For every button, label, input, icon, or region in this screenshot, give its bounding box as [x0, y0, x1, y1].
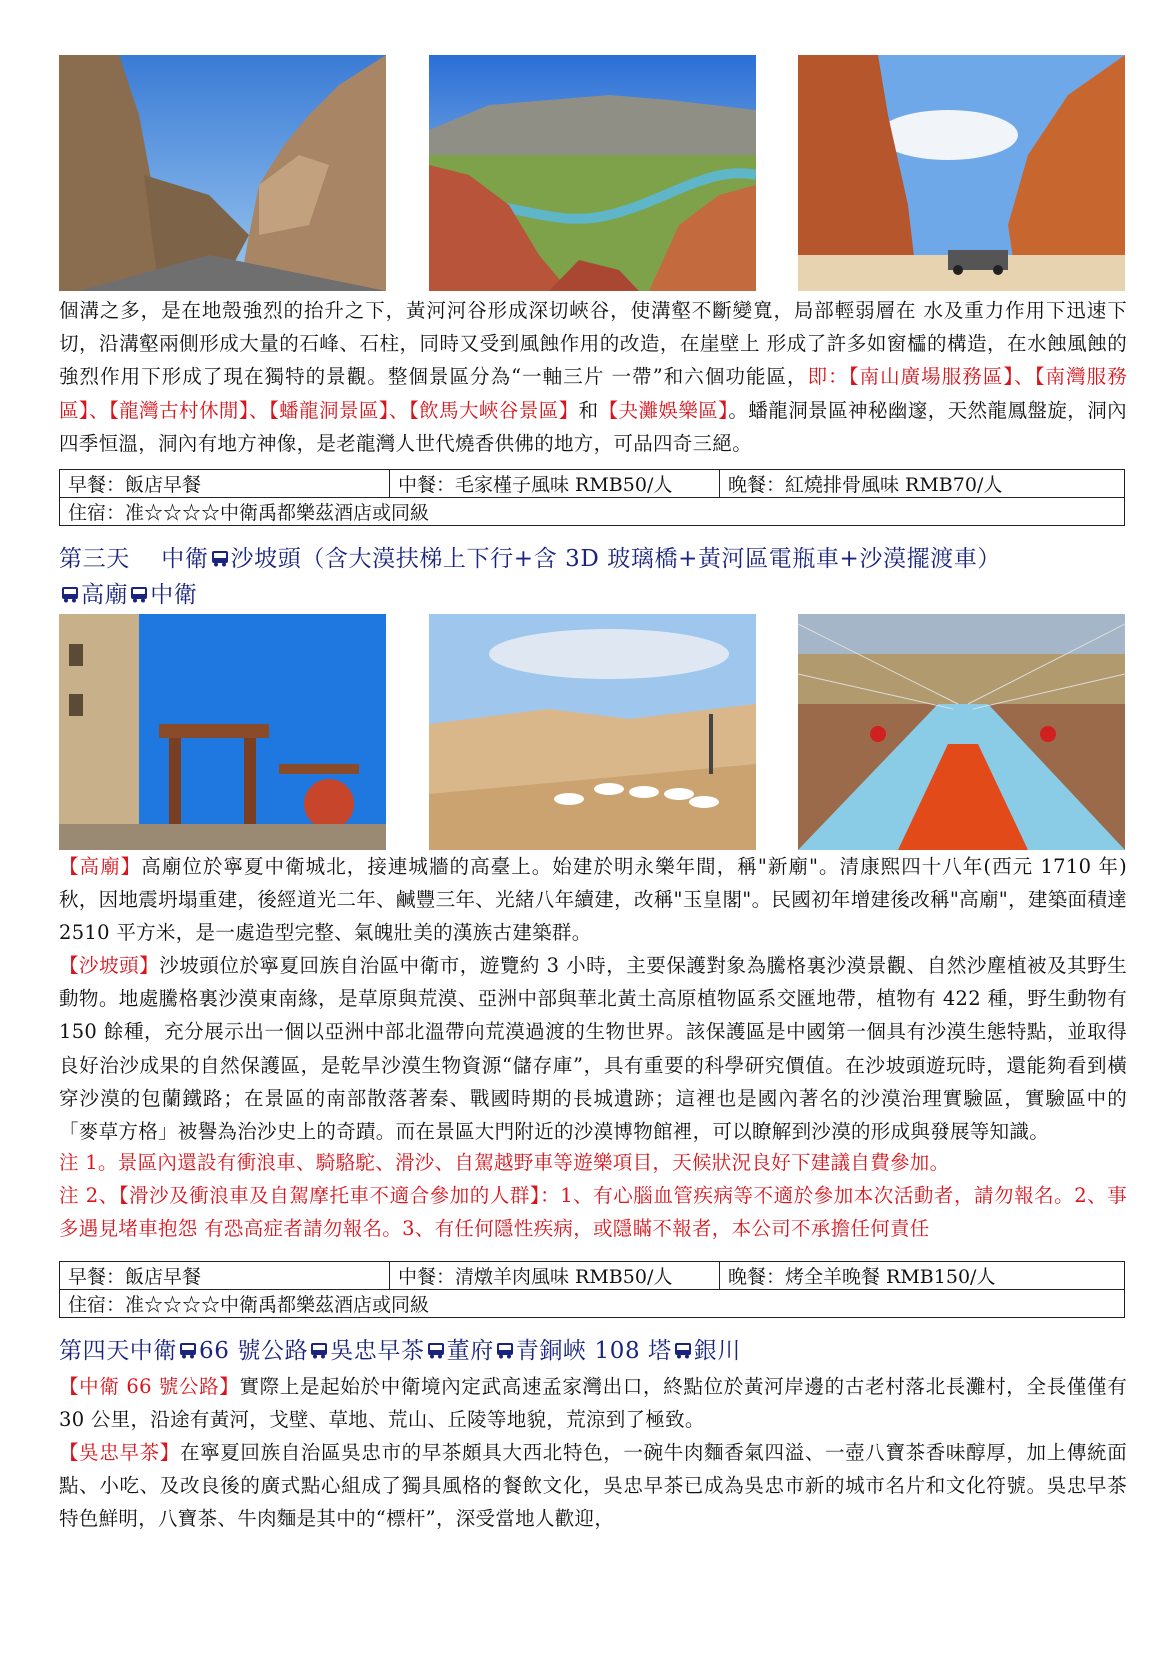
- day2-meal-row: [60, 470, 1125, 498]
- bus-icon: [427, 1342, 445, 1359]
- gaomiao-text: 高廟位於寧夏中衛城北，接連城牆的高臺上。始建於明永樂年間，稱"新廟"。清康熙四十八年(西元 1710 年)秋，因地震坍塌重建，後經道光二年、鹹豐三年、光緒八年續建，改稱"玉皇閣"。民國初年增建後改稱"高廟"，建築面積達 2510 平方米，是一處造型完整、氣魄壯美的漢族古建築群。: [59, 855, 1127, 945]
- day2-function-zone-last: 【夬灘娛樂區】: [598, 398, 729, 422]
- day3-hotel: 住宿：准☆☆☆☆中衛禹都樂茲酒店或同級: [60, 1290, 1125, 1318]
- day2-dinner: 晚餐：紅燒排骨風味 RMB70/人: [720, 470, 1125, 498]
- bus-icon: [130, 586, 148, 603]
- bus-icon: [310, 1342, 328, 1359]
- road66-label: 【中衛 66 號公路】: [59, 1375, 240, 1398]
- wuzhong-tea-paragraph: [59, 1436, 1127, 1536]
- desert-umbrellas-photo: [429, 614, 756, 850]
- day2-hotel: 住宿：准☆☆☆☆中衛禹都樂茲酒店或同級: [60, 498, 1125, 526]
- day2-function-zones: 即：【南山廣場服務區】、【南灣服務區】、【龍灣古村休閒】、【蟠龍洞景區】、【飲馬大峽谷景區】: [59, 365, 1127, 422]
- shapotou-text: 沙坡頭位於寧夏回族自治區中衛市，遊覽約 3 小時，主要保護對象為騰格裏沙漠景觀、自然沙塵植被及其野生動物。地處騰格裏沙漠東南緣，是草原與荒漠、亞洲中部與華北黃土高原植物區系交匯地帶，植物有 422 種，野生動物有 150 餘種，充分展示出一個以亞洲中部北溫帶向荒漠過渡的生物世界。該保護區是中國第一個具有沙漠生態特點，並取得良好治沙成果的自然保護區，是乾旱沙漠生物資源“儲存庫”，具有重要的科學研究價值。在沙坡頭遊玩時，還能夠看到橫穿沙漠的包蘭鐵路；在景區的南部散落著秦、戰國時期的長城遺跡；這裡也是國內著名的沙漠治理實驗區，實驗區中的「麥草方格」被譽為治沙史上的奇蹟。而在景區大門附近的沙漠博物館裡，可以瞭解到沙漠的形成與發展等知識。: [59, 954, 1127, 1144]
- road66-text: 實際上是起始於中衛境內定武高速孟家灣出口，終點位於黃河岸邊的古老村落北長灘村，全長僅僅有 30 公里，沿途有黃河，戈壁、草地、荒山、丘陵等地貌，荒涼到了極致。: [59, 1375, 1127, 1432]
- road66-paragraph: [59, 1370, 1127, 1436]
- day2-text-end: 。蟠龍洞景區神秘幽邃，天然龍鳳盤旋，洞內四季恒溫，洞內有地方神像，是老龍灣人世代燒香供佛的地方，可品四奇三絕。: [59, 398, 1127, 455]
- day2-text-body: 個溝之多，是在地殼強烈的抬升之下，黃河河谷形成深切峽谷，使溝壑不斷變寬，局部輕弱層在 水及重力作用下迅速下切，沿溝壑兩側形成大量的石峰、石柱，同時又受到風蝕作用的改造，在崖壁上 形成了許多如窗櫺的構造，在水蝕風蝕的強烈作用下形成了現在獨特的景觀。整個景區分為“一軸三片 一帶”和六個功能區，: [59, 299, 1127, 389]
- note1-paragraph: [59, 1146, 1127, 1179]
- bus-icon: [674, 1342, 692, 1359]
- day3-lunch: 中餐：清燉羊肉風味 RMB50/人: [390, 1262, 720, 1290]
- shapotou-paragraph: [59, 949, 1127, 1148]
- day3-meal-table: [59, 1261, 1125, 1318]
- day2-meal-table: [59, 469, 1125, 526]
- bus-icon: [179, 1342, 197, 1359]
- day4-title-start: 第四天中衛: [59, 1338, 177, 1364]
- day3-hotel-row: [60, 1290, 1125, 1318]
- day4-title-wuzhong: 吳忠早茶: [330, 1338, 425, 1364]
- day2-lunch: 中餐：毛家槿子風味 RMB50/人: [390, 470, 720, 498]
- yellow-river-bend-photo: [429, 55, 756, 291]
- day2-breakfast: 早餐：飯店早餐: [60, 470, 390, 498]
- day3-title-start: 第三天 中衛: [59, 546, 209, 572]
- day2-hotel-row: [60, 498, 1125, 526]
- wuzhong-tea-label: 【吳忠早茶】: [59, 1441, 180, 1464]
- day3-dinner: 晚餐：烤全羊晚餐 RMB150/人: [720, 1262, 1125, 1290]
- shapotou-label: 【沙坡頭】: [59, 954, 160, 977]
- note2-text: 注 2、【滑沙及衝浪車及自駕摩托車不適合參加的人群】：1、有心腦血管疾病等不適於參加本次活動者，請勿報名。2、事多遇見堵車抱怨 有恐高症者請勿報名。3、有任何隱性疾病，或隱瞞不報者，本公司不承擔任何責任: [59, 1184, 1127, 1241]
- day4-title-dongfu: 董府: [446, 1338, 494, 1364]
- top-photo-row: [59, 55, 1125, 291]
- day2-paragraph: [59, 294, 1127, 460]
- day3-title-shapotou: 沙坡頭（含大漠扶梯上下行+含 3D 玻璃橋+黃河區電瓶車+沙漠擺渡車）: [230, 546, 1002, 572]
- day4-title-route66: 66 號公路: [199, 1338, 309, 1364]
- glass-bridge-photo: [798, 614, 1125, 850]
- day3-breakfast: 早餐：飯店早餐: [60, 1262, 390, 1290]
- red-canyon-cart-photo: [798, 55, 1125, 291]
- gaomiao-paragraph: [59, 850, 1127, 950]
- day3-title-zhongwei: 中衛: [150, 582, 198, 608]
- bus-icon: [496, 1342, 514, 1359]
- bus-icon: [211, 550, 229, 567]
- canyon-road-photo: [59, 55, 386, 291]
- day4-title: [59, 1333, 1127, 1369]
- day3-title-gaomiao: 高廟: [81, 582, 129, 608]
- gaomiao-temple-photo: [59, 614, 386, 850]
- day4-title-qingtongxia: 青銅峽 108 塔: [515, 1338, 672, 1364]
- gaomiao-label: 【高廟】: [59, 855, 142, 878]
- day3-meal-row: [60, 1262, 1125, 1290]
- day2-and: 和: [578, 398, 599, 422]
- bus-icon: [61, 586, 79, 603]
- day3-title: [59, 541, 1127, 613]
- day3-photo-row: [59, 614, 1125, 850]
- wuzhong-tea-text: 在寧夏回族自治區吳忠市的早茶頗具大西北特色，一碗牛肉麵香氣四溢、一壺八寶茶香味醇厚，加上傳統面點、小吃、及改良後的廣式點心組成了獨具風格的餐飲文化，吳忠早茶已成為吳忠市新的城市名片和文化符號。吳忠早茶特色鮮明，八寶茶、牛肉麵是其中的“標杆”，深受當地人歡迎，: [59, 1441, 1127, 1531]
- day4-title-yinchuan: 銀川: [693, 1338, 741, 1364]
- note1-text: 注 1。景區內還設有衝浪車、騎駱駝、滑沙、自駕越野車等遊樂項目，天候狀況良好下建議自費參加。: [59, 1151, 950, 1174]
- note2-paragraph: [59, 1179, 1127, 1245]
